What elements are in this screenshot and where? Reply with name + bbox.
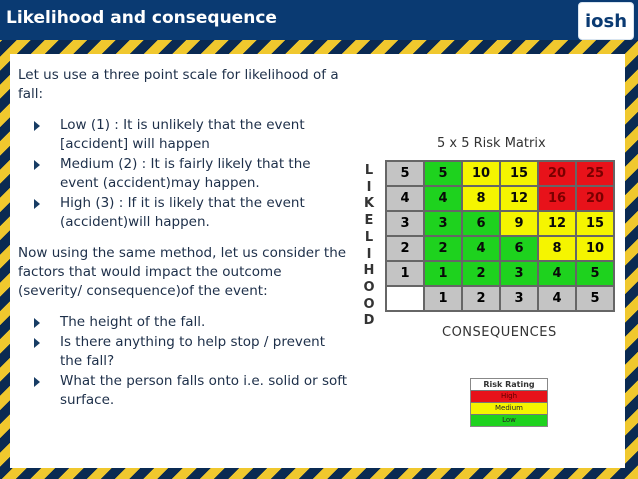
factor-item-height xyxy=(18,313,348,332)
matrix-row xyxy=(386,236,614,261)
factor-item-surface xyxy=(18,372,348,410)
likelihood-header-cell: 3 xyxy=(386,211,424,236)
likelihood-header-cell: 4 xyxy=(386,186,424,211)
factor-item-text: What the person falls onto i.e. solid or soft surface. xyxy=(60,373,348,408)
legend-item-high: High xyxy=(471,390,547,402)
consequence-header-cell: 3 xyxy=(500,286,538,311)
likelihood-axis-label xyxy=(362,163,376,330)
axis-letter: I xyxy=(366,246,372,262)
intro-text: Let us use a three point scale for likelihood of a fall: xyxy=(18,67,339,102)
risk-cell: 10 xyxy=(462,161,500,186)
axis-letter: D xyxy=(363,313,375,329)
likelihood-item-medium xyxy=(18,155,348,193)
axis-letter: I xyxy=(366,179,372,195)
matrix-row xyxy=(386,186,614,211)
slide-title: Likelihood and consequence xyxy=(6,8,277,28)
matrix-row xyxy=(386,261,614,286)
risk-cell: 6 xyxy=(500,236,538,261)
arrow-bullet-icon xyxy=(34,318,40,328)
risk-cell: 15 xyxy=(576,211,614,236)
axis-letter: K xyxy=(363,196,375,212)
corner-cell xyxy=(386,286,424,311)
risk-cell: 5 xyxy=(576,261,614,286)
risk-cell: 9 xyxy=(500,211,538,236)
factor-item-text: The height of the fall. xyxy=(60,314,206,330)
likelihood-item-low xyxy=(18,116,348,154)
risk-cell: 20 xyxy=(576,186,614,211)
consequences-axis-label: CONSEQUENCES xyxy=(442,325,557,340)
likelihood-header-cell: 1 xyxy=(386,261,424,286)
risk-cell: 12 xyxy=(500,186,538,211)
legend-item-medium: Medium xyxy=(471,402,547,414)
factor-item-prevention xyxy=(18,333,348,371)
axis-letter: H xyxy=(363,263,375,279)
legend-title: Risk Rating xyxy=(483,380,535,389)
risk-rating-legend xyxy=(470,378,548,427)
risk-cell: 4 xyxy=(538,261,576,286)
axis-letter: L xyxy=(364,163,374,178)
risk-cell: 5 xyxy=(424,161,462,186)
matrix-row xyxy=(386,161,614,186)
likelihood-item-high xyxy=(18,194,348,232)
factor-item-text: Is there anything to help stop / prevent the fall? xyxy=(60,334,326,369)
text-column xyxy=(18,66,348,422)
risk-cell: 16 xyxy=(538,186,576,211)
arrow-bullet-icon xyxy=(34,121,40,131)
risk-cell: 6 xyxy=(462,211,500,236)
axis-letter: O xyxy=(363,296,375,312)
arrow-bullet-icon xyxy=(34,338,40,348)
likelihood-item-text: Medium (2) : It is fairly likely that the event (accident)may happen. xyxy=(60,156,311,191)
consequence-header-cell: 1 xyxy=(424,286,462,311)
arrow-bullet-icon xyxy=(34,160,40,170)
axis-letter: L xyxy=(364,229,374,245)
consequence-header-cell: 5 xyxy=(576,286,614,311)
arrow-bullet-icon xyxy=(34,377,40,387)
likelihood-header-cell: 2 xyxy=(386,236,424,261)
risk-matrix xyxy=(385,160,615,312)
matrix-row xyxy=(386,211,614,236)
axis-letter: O xyxy=(363,279,375,295)
risk-cell: 8 xyxy=(538,236,576,261)
arrow-bullet-icon xyxy=(34,199,40,209)
matrix-title: 5 x 5 Risk Matrix xyxy=(437,136,546,151)
risk-cell: 10 xyxy=(576,236,614,261)
iosh-logo: iosh xyxy=(578,2,634,40)
risk-cell: 2 xyxy=(424,236,462,261)
middle-text: Now using the same method, let us consider the factors that would impact the outcome (severity/ consequence)of the event: xyxy=(18,245,347,299)
axis-letter: E xyxy=(364,213,374,229)
likelihood-list xyxy=(18,116,348,232)
risk-cell: 20 xyxy=(538,161,576,186)
likelihood-item-text: Low (1) : It is unlikely that the event [accident] will happen xyxy=(60,117,305,152)
likelihood-item-text: High (3) : If it is likely that the event (accident)will happen. xyxy=(60,195,305,230)
risk-cell: 2 xyxy=(462,261,500,286)
risk-cell: 4 xyxy=(462,236,500,261)
risk-cell: 1 xyxy=(424,261,462,286)
legend-item-low: Low xyxy=(471,414,547,426)
consequence-header-cell: 4 xyxy=(538,286,576,311)
risk-cell: 3 xyxy=(424,211,462,236)
consequence-row xyxy=(386,286,614,311)
risk-cell: 4 xyxy=(424,186,462,211)
consequence-header-cell: 2 xyxy=(462,286,500,311)
likelihood-header-cell: 5 xyxy=(386,161,424,186)
risk-cell: 8 xyxy=(462,186,500,211)
risk-cell: 25 xyxy=(576,161,614,186)
risk-cell: 12 xyxy=(538,211,576,236)
title-bar xyxy=(0,0,638,40)
risk-cell: 15 xyxy=(500,161,538,186)
factor-list xyxy=(18,313,348,410)
risk-cell: 3 xyxy=(500,261,538,286)
